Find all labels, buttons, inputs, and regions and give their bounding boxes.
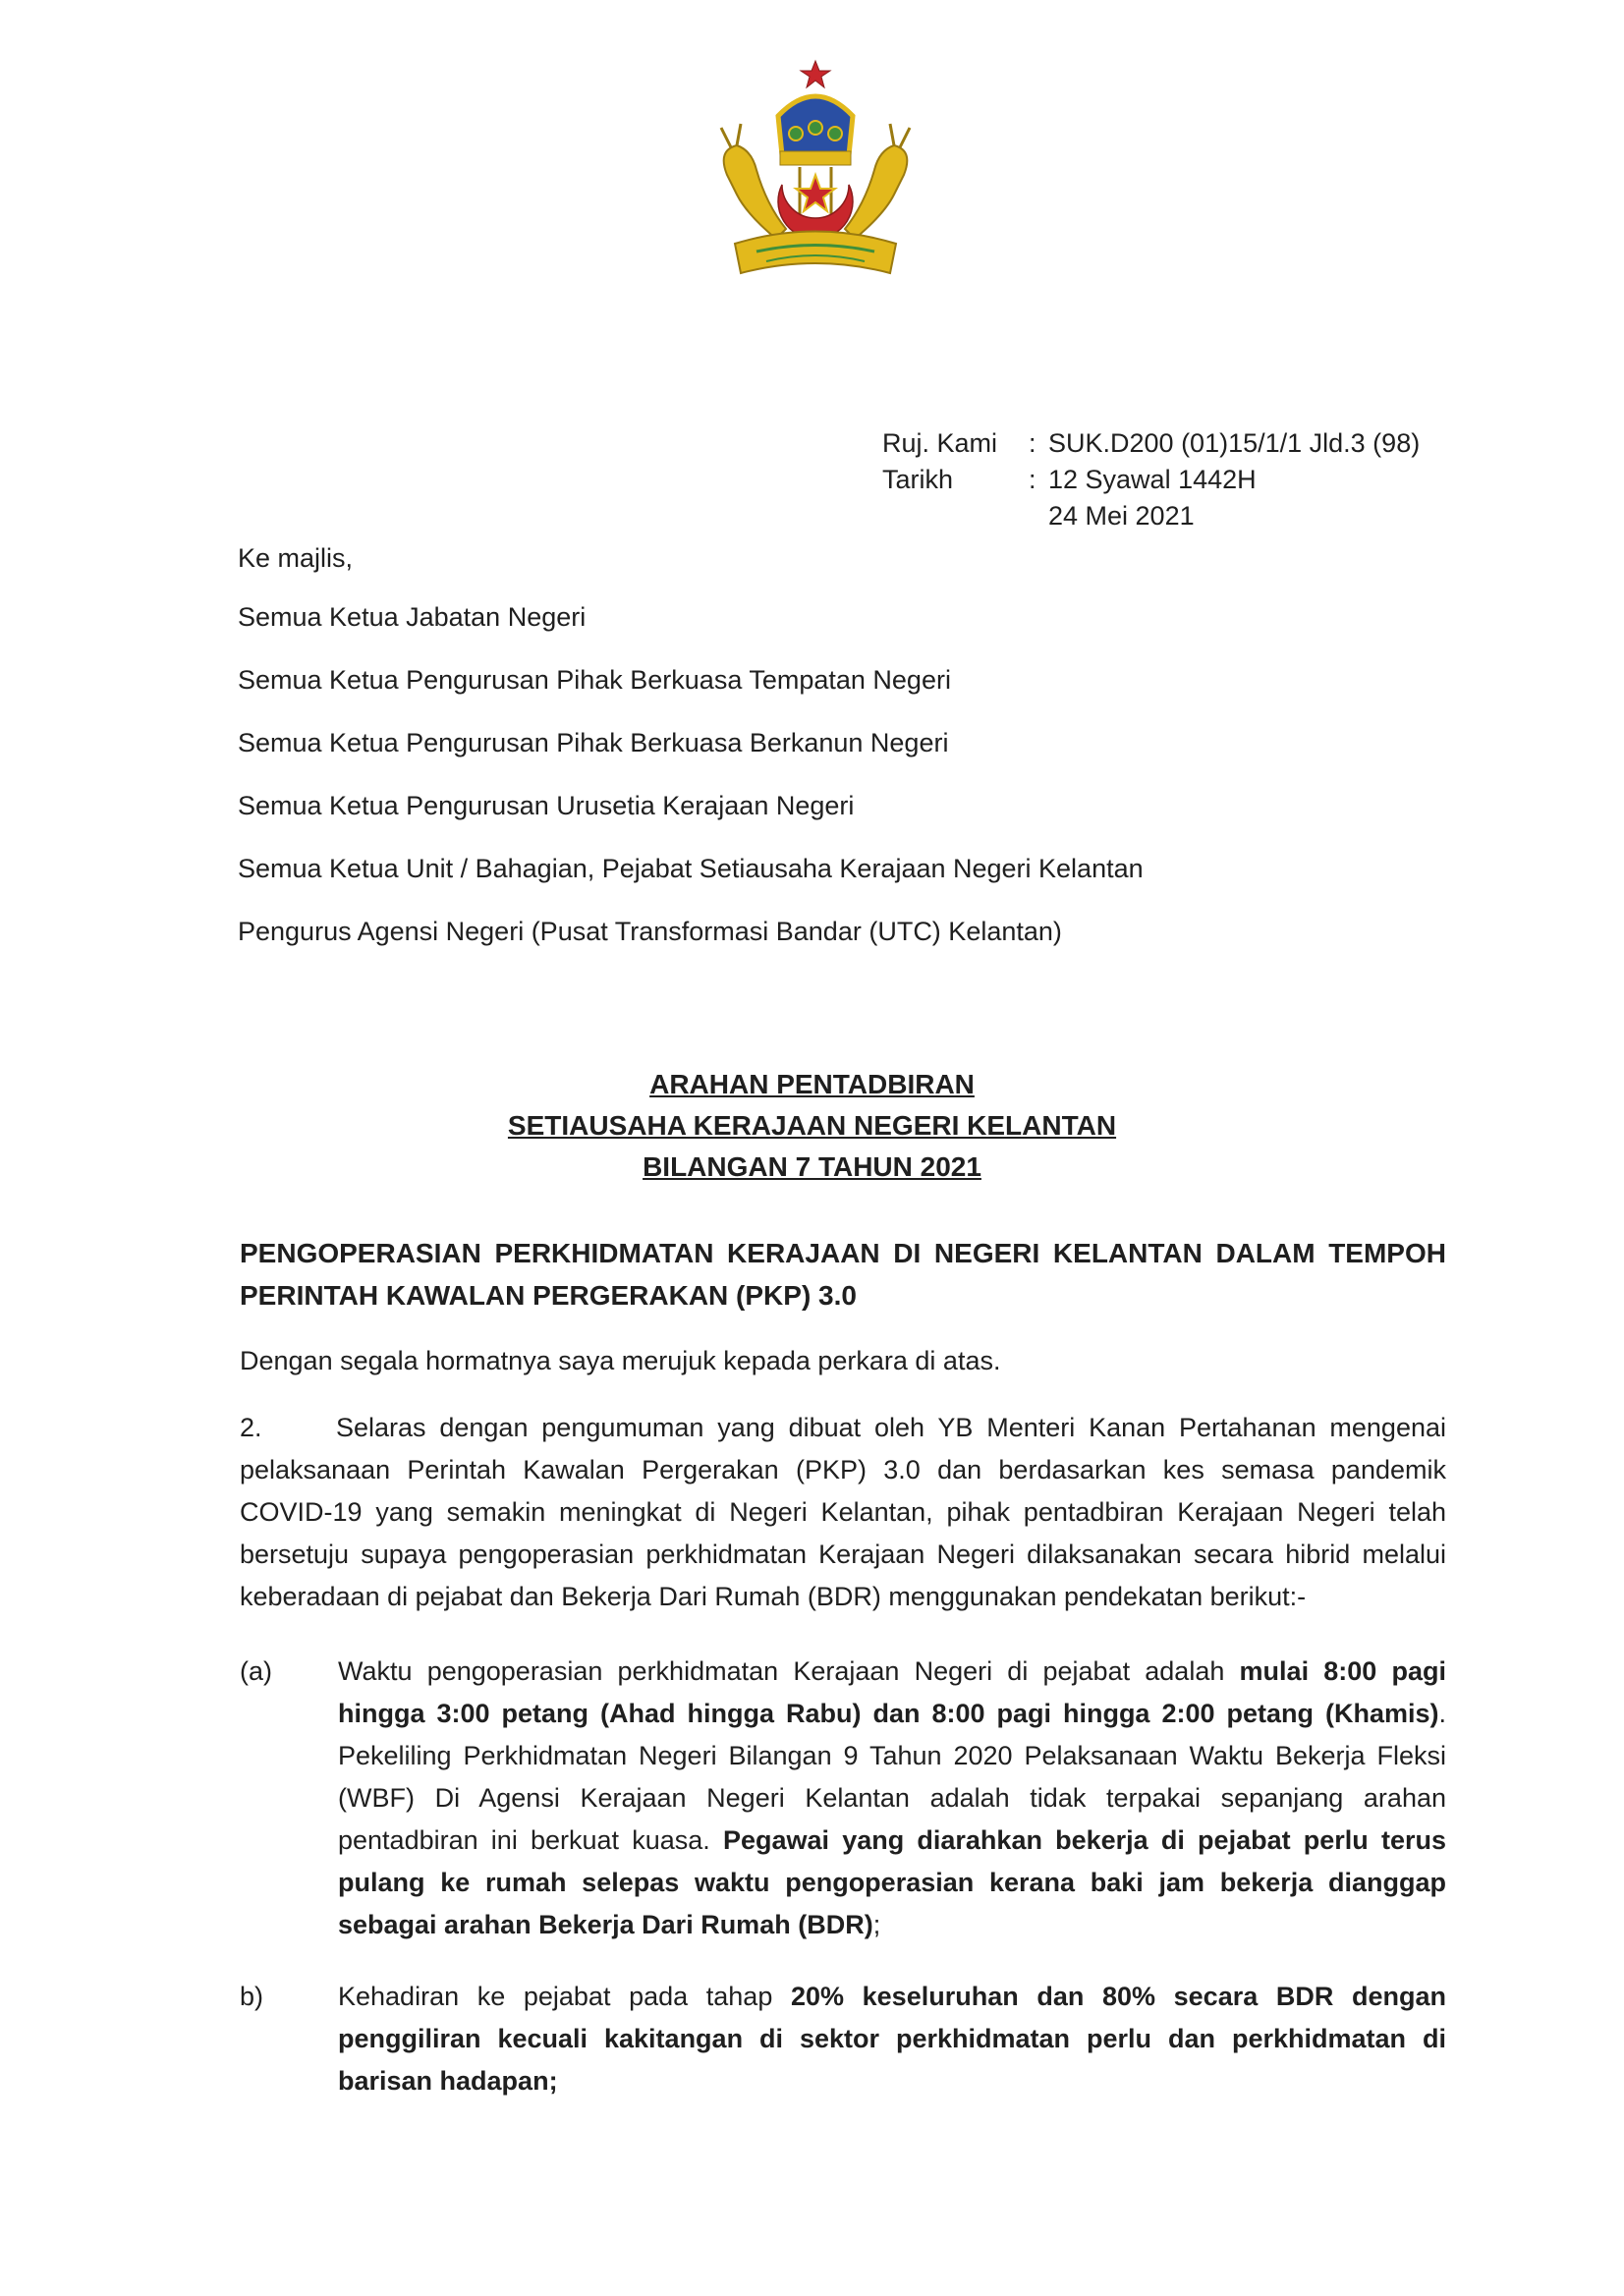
recipient-line: Semua Ketua Jabatan Negeri: [238, 602, 587, 632]
item-b-bold-1: 20% keseluruhan dan 80% secara BDR dengan penggiliran kecuali kakitangan di sektor perkhidmatan perlu dan perkhidmatan di barisan hadapan;: [338, 1982, 1446, 2096]
date-hijri: 12 Syawal 1442H: [1048, 465, 1257, 494]
state-crest: [698, 57, 933, 293]
item-b-label: b): [240, 1982, 264, 2011]
date-masihi: 24 Mei 2021: [1048, 501, 1195, 531]
crest-icon: [698, 57, 933, 293]
subject-heading: PENGOPERASIAN PERKHIDMATAN KERAJAAN DI NEGERI KELANTAN DALAM TEMPOH PERINTAH KAWALAN PERGERAKAN (PKP) 3.0: [240, 1238, 1446, 1311]
salutation: Ke majlis,: [238, 543, 354, 573]
item-b-text: [338, 1976, 1446, 2102]
item-a-bold-1: mulai 8:00 pagi hingga 3:00 petang (Ahad hingga Rabu) dan 8:00 pagi hingga 2:00 petang (Khamis): [338, 1656, 1446, 1728]
item-a-label: (a): [240, 1656, 272, 1686]
ref-colon: :: [1029, 428, 1036, 458]
item-a-text-1: Waktu pengoperasian perkhidmatan Kerajaan Negeri di pejabat adalah: [338, 1656, 1240, 1686]
paragraph-number: 2.: [240, 1413, 262, 1442]
recipient-line: Semua Ketua Unit / Bahagian, Pejabat Setiausaha Kerajaan Negeri Kelantan: [238, 854, 1144, 883]
opening-paragraph: Dengan segala hormatnya saya merujuk kepada perkara di atas.: [240, 1346, 1001, 1375]
ref-label: Ruj. Kami: [882, 428, 998, 458]
recipient-line: Pengurus Agensi Negeri (Pusat Transformasi Bandar (UTC) Kelantan): [238, 917, 1062, 946]
item-a-text: [338, 1651, 1446, 1946]
paragraph-2-text: Selaras dengan pengumuman yang dibuat oleh YB Menteri Kanan Pertahanan mengenai pelaksanaan Perintah Kawalan Pergerakan (PKP) 3.0 dan berdasarkan kes semasa pandemik COVID-19 yang semakin meningkat di Negeri Kelantan, pihak pentadbiran Kerajaan Negeri telah bersetuju supaya pengoperasian perkhidmatan Kerajaan Negeri dilaksanakan secara hibrid melalui keberadaan di pejabat dan Bekerja Dari Rumah (BDR) menggunakan pendekatan berikut:-: [240, 1413, 1446, 1611]
item-a-bold-2: Pegawai yang diarahkan bekerja di pejabat perlu terus pulang ke rumah selepas waktu pengoperasian kerana baki jam bekerja dianggap sebagai arahan Bekerja Dari Rumah (BDR): [338, 1825, 1446, 1939]
recipient-line: Semua Ketua Pengurusan Urusetia Kerajaan Negeri: [238, 791, 855, 820]
title-line-1: ARAHAN PENTADBIRAN: [649, 1069, 975, 1099]
title-line-2: SETIAUSAHA KERAJAAN NEGERI KELANTAN: [507, 1110, 1117, 1141]
recipient-line: Semua Ketua Pengurusan Pihak Berkuasa Berkanun Negeri: [238, 728, 949, 757]
recipient-line: Semua Ketua Pengurusan Pihak Berkuasa Tempatan Negeri: [238, 665, 951, 695]
ref-value: SUK.D200 (01)15/1/1 Jld.3 (98): [1048, 428, 1421, 458]
title-line-3: BILANGAN 7 TAHUN 2021: [643, 1151, 981, 1182]
date-colon: :: [1029, 465, 1036, 494]
item-a-text-3: ;: [872, 1910, 881, 1939]
date-label: Tarikh: [882, 465, 954, 494]
item-a-text-2: . Pekeliling Perkhidmatan Negeri Bilangan 9 Tahun 2020 Pelaksanaan Waktu Bekerja Fleksi (WBF) Di Agensi Kerajaan Negeri Kelantan adalah tidak terpakai sepanjang arahan pentadbiran ini berkuat kuasa.: [338, 1699, 1446, 1855]
item-b-text-1: Kehadiran ke pejabat pada tahap: [338, 1982, 791, 2011]
paragraph-2: [240, 1407, 1446, 1618]
